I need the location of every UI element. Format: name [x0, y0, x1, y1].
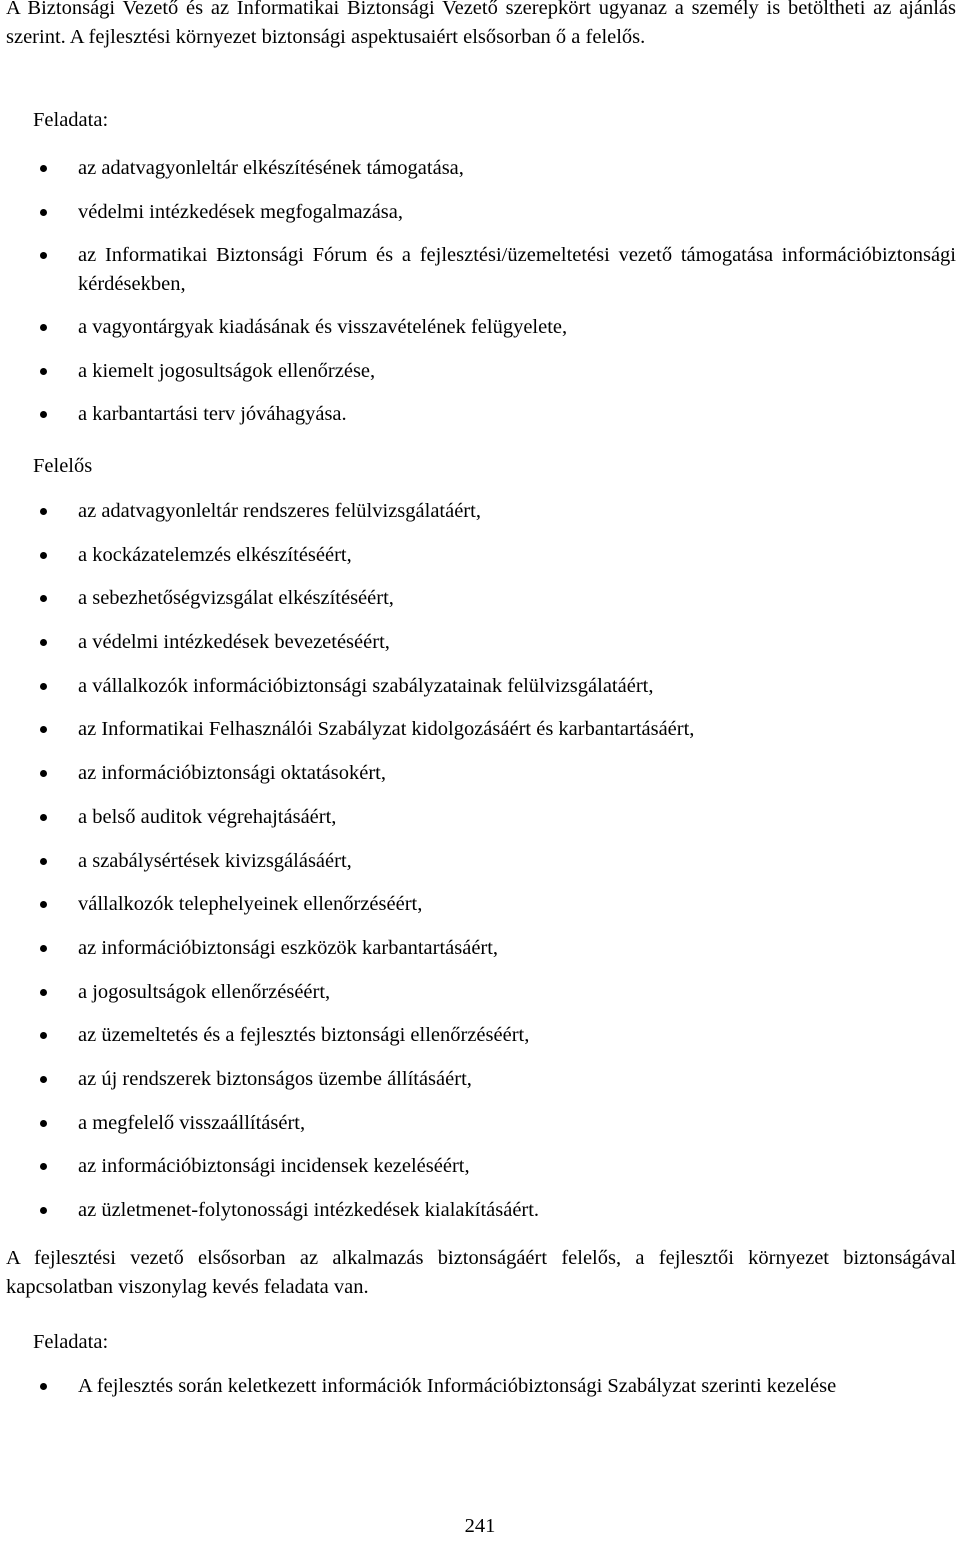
- list-item-text: az adatvagyonleltár rendszeres felülvizsgálatáért,: [78, 500, 481, 522]
- bullet-icon: [40, 252, 47, 259]
- bullet-icon: [40, 324, 47, 331]
- list-item-text: az új rendszerek biztonságos üzembe állításáért,: [78, 1067, 472, 1090]
- bullet-icon: [40, 368, 47, 375]
- list-item: [0, 1109, 960, 1138]
- bullet-icon: [40, 1163, 47, 1170]
- list-item: [0, 313, 960, 342]
- bullet-icon: [40, 726, 47, 733]
- intro-paragraph: A Biztonsági Vezető és az Informatikai Biztonsági Vezető szerepkört ugyanaz a személy is betöltheti az ajánlás szerint. A fejlesztési környezet biztonsági aspektusaiért elsősorban ő a felelős.: [6, 0, 956, 48]
- bullet-icon: [40, 989, 47, 996]
- list-item: [0, 715, 960, 744]
- list-item: [0, 934, 960, 963]
- list-item: [0, 541, 960, 570]
- list-item-text: a sebezhetőségvizsgálat elkészítéséért,: [78, 587, 394, 610]
- list-item: [0, 154, 960, 183]
- bullet-icon: [40, 411, 47, 418]
- bullet-icon: [40, 1032, 47, 1039]
- list-item: [0, 890, 960, 919]
- list-item: [0, 628, 960, 657]
- list-item-text: a belső auditok végrehajtásáért,: [78, 805, 337, 828]
- list-item: [0, 198, 960, 227]
- bullet-icon: [40, 1383, 47, 1390]
- bullet-icon: [40, 1120, 47, 1127]
- list-item-text: vállalkozók telephelyeinek ellenőrzéséért,: [78, 893, 423, 916]
- list-item-text: A fejlesztés során keletkezett információk Információbiztonsági Szabályzat szerinti kezelése: [78, 1375, 837, 1397]
- feladata-list: [0, 154, 960, 444]
- list-item: [0, 241, 960, 298]
- page-number: 241: [464, 1515, 496, 1537]
- list-item-text: a vagyontárgyak kiadásának és visszavételének felügyelete,: [78, 316, 568, 338]
- list-item: [0, 672, 960, 701]
- list-item: [0, 497, 960, 526]
- list-item: [0, 1021, 960, 1050]
- bullet-icon: [40, 945, 47, 952]
- bullet-icon: [40, 209, 47, 216]
- list-item-text: az Informatikai Biztonsági Fórum és a fejlesztési/üzemeltetési vezető támogatása információbiztonsági kérdésekben,: [78, 244, 956, 295]
- bullet-icon: [40, 814, 47, 821]
- list-item: [0, 1065, 960, 1094]
- bullet-icon: [40, 858, 47, 865]
- list-item: [0, 759, 960, 788]
- list-item: [0, 400, 960, 429]
- bullet-icon: [40, 508, 47, 515]
- bullet-icon: [40, 770, 47, 777]
- list-item-text: a vállalkozók információbiztonsági szabályzatainak felülvizsgálatáért,: [78, 674, 654, 697]
- dev-leader-paragraph: A fejlesztési vezető elsősorban az alkalmazás biztonságáért felelős, a fejlesztői környezet biztonságával kapcsolatban viszonylag kevés feladata van.: [6, 1247, 956, 1298]
- list-item: [0, 1372, 960, 1401]
- list-item-text: a karbantartási terv jóváhagyása.: [78, 403, 347, 425]
- list-item: [0, 1196, 960, 1225]
- list-item-text: védelmi intézkedések megfogalmazása,: [78, 200, 404, 223]
- section-label-feladata-2: Feladata:: [33, 1331, 109, 1353]
- bullet-icon: [40, 683, 47, 690]
- list-item-text: az üzemeltetés és a fejlesztés biztonsági ellenőrzéséért,: [78, 1024, 530, 1047]
- list-item-text: a jogosultságok ellenőrzéséért,: [78, 980, 331, 1003]
- list-item-text: az információbiztonsági incidensek kezeléséért,: [78, 1155, 470, 1178]
- list-item: [0, 803, 960, 832]
- feladata-list-2: [0, 1372, 960, 1401]
- list-item-text: a kiemelt jogosultságok ellenőrzése,: [78, 359, 376, 382]
- list-item-text: a kockázatelemzés elkészítéséért,: [78, 543, 352, 566]
- list-item-text: a szabálysértések kivizsgálásáért,: [78, 849, 352, 872]
- list-item-text: az adatvagyonleltár elkészítésének támogatása,: [78, 157, 464, 179]
- list-item: [0, 584, 960, 613]
- felelos-list: [0, 497, 960, 1240]
- list-item-text: az információbiztonsági eszközök karbantartásáért,: [78, 936, 499, 959]
- list-item: [0, 847, 960, 876]
- list-item-text: az Informatikai Felhasználói Szabályzat kidolgozásáért és karbantartásáért,: [78, 718, 695, 741]
- list-item: [0, 1152, 960, 1181]
- list-item: [0, 357, 960, 386]
- bullet-icon: [40, 1076, 47, 1083]
- list-item-text: a védelmi intézkedések bevezetéséért,: [78, 631, 390, 654]
- bullet-icon: [40, 552, 47, 559]
- list-item-text: az üzletmenet-folytonossági intézkedések kialakításáért.: [78, 1199, 540, 1221]
- bullet-icon: [40, 901, 47, 908]
- list-item-text: az információbiztonsági oktatásokért,: [78, 762, 386, 785]
- bullet-icon: [40, 165, 47, 172]
- section-label-feladata: Feladata:: [33, 109, 109, 131]
- bullet-icon: [40, 595, 47, 602]
- bullet-icon: [40, 1207, 47, 1214]
- bullet-icon: [40, 639, 47, 646]
- section-label-felelos: Felelős: [33, 455, 93, 477]
- list-item-text: a megfelelő visszaállításért,: [78, 1111, 306, 1134]
- list-item: [0, 978, 960, 1007]
